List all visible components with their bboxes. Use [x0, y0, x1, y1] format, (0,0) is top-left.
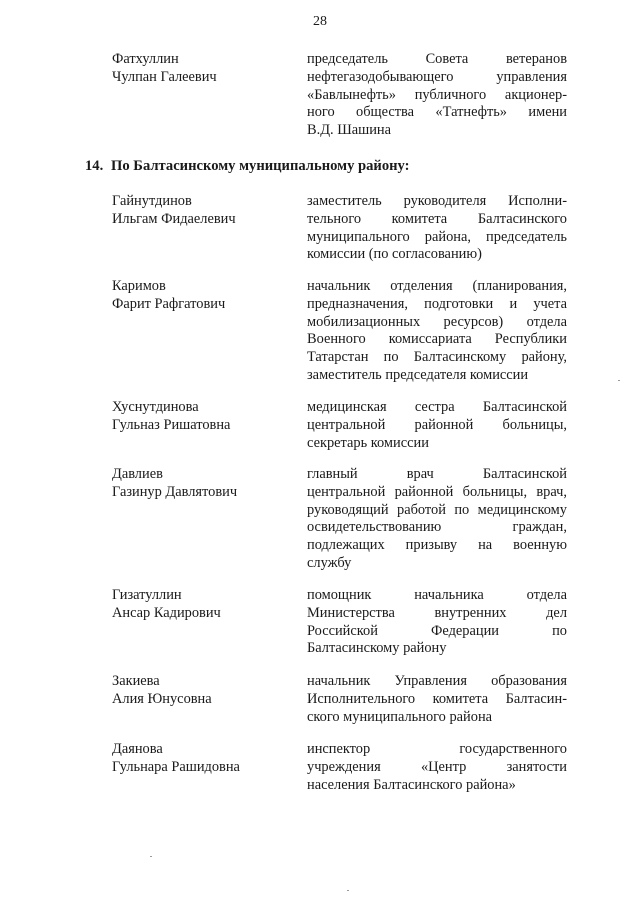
role-line: начальник Управления образования: [307, 673, 567, 689]
member-surname: Гизатуллин: [112, 587, 182, 603]
page-number: 28: [313, 14, 327, 29]
role-line: подлежащих призыву на военную: [307, 537, 567, 554]
role-line: Балтасинскому району: [307, 640, 447, 657]
role-line: ского муниципального района: [307, 708, 493, 725]
role-line: главный врач Балтасинской: [307, 466, 567, 482]
role-line: медицинская сестра Балтасинской: [307, 399, 567, 415]
role-line: Военного комиссариата Республики: [307, 331, 567, 348]
member-name: [112, 673, 292, 709]
role-line: комиссии (по согласованию): [307, 246, 482, 263]
role-line: учреждения «Центр занятости: [307, 758, 567, 775]
role-line: предназначения, подготовки и учета: [307, 295, 567, 312]
role-line: Исполнительного комитета Балтасин-: [307, 690, 567, 707]
member-name: [112, 741, 292, 777]
member-role: [307, 193, 567, 264]
role-line: Российской Федерации по: [307, 622, 567, 639]
member-surname: Закиева: [112, 673, 160, 689]
member-name: [112, 51, 292, 87]
role-line: заместитель руководителя Исполни-: [307, 193, 567, 209]
member-surname: Даянова: [112, 741, 163, 757]
scan-speck: [347, 890, 349, 891]
member-surname: Фатхуллин: [112, 51, 179, 67]
scan-speck: [150, 856, 152, 857]
member-name: [112, 193, 292, 229]
role-line: Министерства внутренних дел: [307, 604, 567, 621]
role-line: В.Д. Шашина: [307, 122, 391, 139]
member-name: [112, 466, 292, 502]
member-name: [112, 587, 292, 623]
member-role: [307, 587, 567, 658]
role-line: Татарстан по Балтасинскому району,: [307, 349, 567, 366]
role-line: тельного комитета Балтасинского: [307, 210, 567, 227]
member-role: [307, 741, 567, 794]
role-line: населения Балтасинского района»: [307, 776, 516, 793]
member-role: [307, 466, 567, 573]
role-line: секретарь комиссии: [307, 434, 429, 451]
member-surname: Хуснутдинова: [112, 399, 199, 415]
member-given-names: Ансар Кадирович: [112, 604, 221, 621]
role-line: «Бавлынефть» публичного акционер-: [307, 86, 567, 103]
member-surname: Гайнутдинов: [112, 193, 192, 209]
role-line: службу: [307, 554, 352, 571]
section-number: 14.: [85, 158, 104, 174]
section-title: По Балтасинскому муниципальному району:: [111, 158, 410, 174]
role-line: освидетельствованию граждан,: [307, 519, 567, 536]
role-line: мобилизационных ресурсов) отдела: [307, 313, 567, 330]
member-surname: Давлиев: [112, 466, 163, 482]
role-line: инспектор государственного: [307, 741, 567, 757]
role-line: ного общества «Татнефть» имени: [307, 104, 567, 121]
role-line: руководящий работой по медицинскому: [307, 501, 567, 518]
member-name: [112, 278, 292, 314]
member-role: [307, 673, 567, 726]
role-line: центральной районной больницы,: [307, 416, 567, 433]
member-role: [307, 51, 567, 140]
member-name: [112, 399, 292, 435]
member-surname: Каримов: [112, 278, 166, 294]
scan-speck: [618, 380, 620, 381]
member-given-names: Газинур Давлятович: [112, 483, 238, 500]
member-role: [307, 399, 567, 452]
section-heading: [85, 157, 565, 175]
member-given-names: Алия Юнусовна: [112, 690, 212, 707]
role-line: нефтегазодобывающего управления: [307, 68, 567, 85]
member-given-names: Гульнара Рашидовна: [112, 758, 240, 775]
role-line: муниципального района, председатель: [307, 228, 567, 245]
role-line: центральной районной больницы, врач,: [307, 483, 567, 500]
role-line: начальник отделения (планирования,: [307, 278, 567, 294]
role-line: заместитель председателя комиссии: [307, 366, 529, 383]
member-given-names: Фарит Рафгатович: [112, 295, 226, 312]
member-role: [307, 278, 567, 385]
member-given-names: Гульназ Ришатовна: [112, 416, 231, 433]
role-line: помощник начальника отдела: [307, 587, 567, 603]
member-given-names: Чулпан Галеевич: [112, 68, 217, 85]
member-given-names: Ильгам Фидаелевич: [112, 210, 236, 227]
role-line: председатель Совета ветеранов: [307, 51, 567, 67]
